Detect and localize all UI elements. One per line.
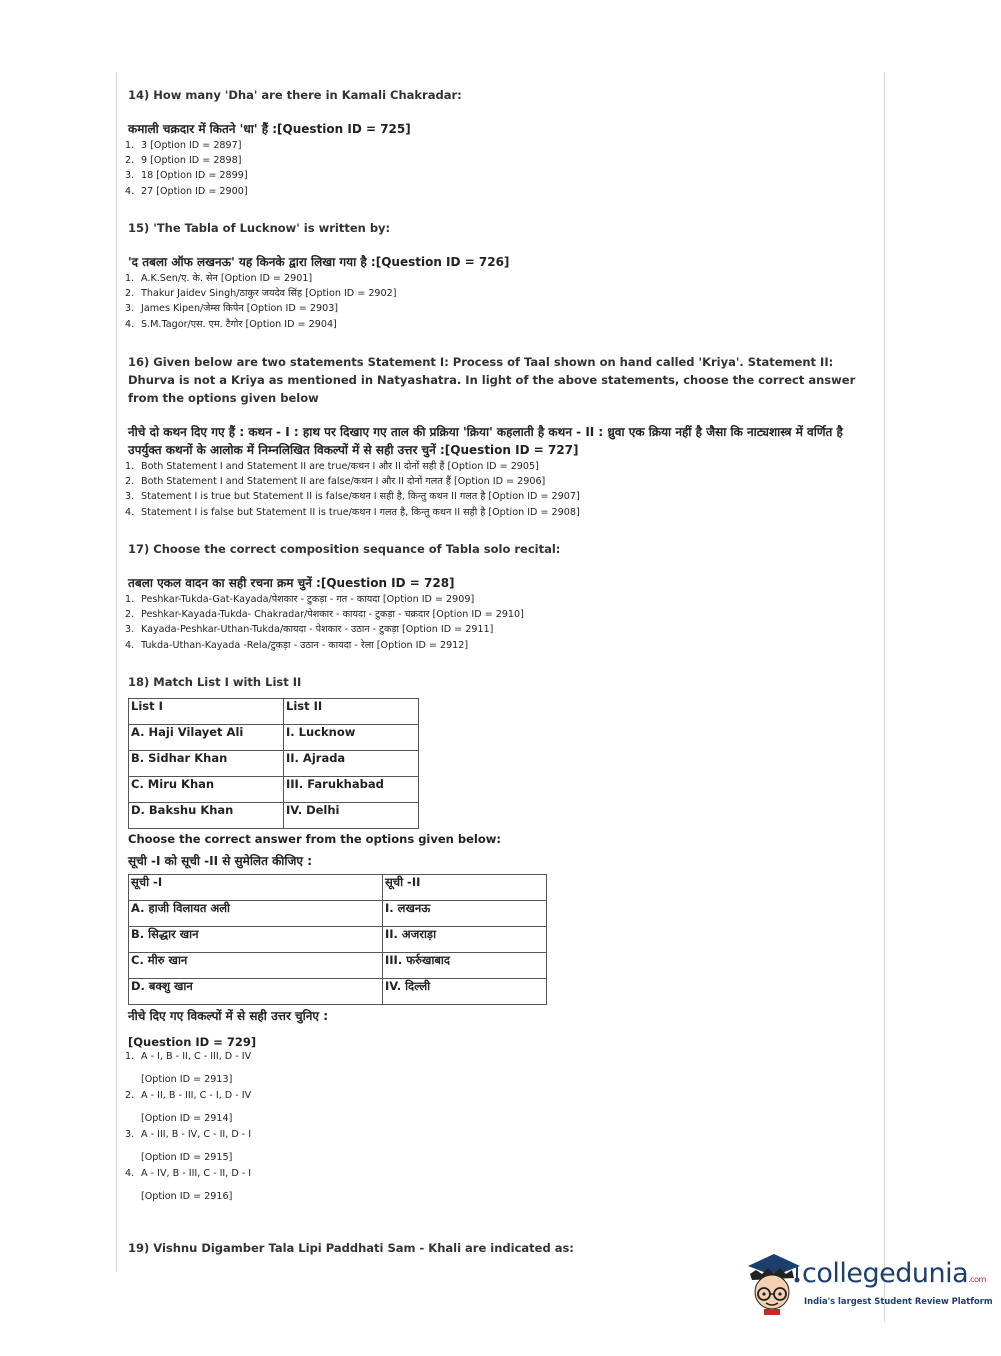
question-title: 18) Match List I with List II bbox=[128, 675, 302, 689]
option-item: 3. 18 [Option ID = 2899] bbox=[125, 170, 248, 182]
table-row: A. Haji Vilayet Ali I. Lucknow bbox=[129, 725, 419, 751]
option-item: 1. A - I, B - II, C - III, D - IV [Option ID = 2913] bbox=[125, 1051, 252, 1085]
graduate-mascot-icon bbox=[742, 1252, 804, 1316]
option-item: 4. Statement I is false but Statement II is true/कथन I गलत है, किन्तु कथन II सही है [Option ID = 2908] bbox=[125, 506, 580, 518]
option-item: 3. James Kipen/जेम्स किपेन [Option ID = 2903] bbox=[125, 303, 339, 315]
question-title: 16) Given below are two statements Statement I: Process of Taal shown on hand called 'Kriya'. Statement II: Dhurva is not a Kriya as mentioned in Natyashatra. In light of the above statements, choose the correct answer from the options given below bbox=[128, 355, 856, 405]
option-item: 2. Thakur Jaidev Singh/ठाकुर जयदेव सिंह [Option ID = 2902] bbox=[125, 288, 397, 300]
logo-wordmark: collegedunia.com bbox=[802, 1258, 986, 1289]
exam-page bbox=[116, 0, 884, 1356]
option-item: 4. A - IV, B - III, C - II, D - I [Option ID = 2916] bbox=[125, 1168, 252, 1202]
question-19 bbox=[128, 1239, 574, 1257]
question-hindi: 'द तबला ऑफ लखनऊ' यह किनके द्वारा लिखा गया है :[Question ID = 726] bbox=[128, 255, 510, 269]
option-item: 1. 3 [Option ID = 2897] bbox=[125, 140, 242, 151]
options-list bbox=[125, 592, 560, 653]
choose-instruction: Choose the correct answer from the options given below: bbox=[128, 832, 501, 846]
question-15 bbox=[125, 219, 510, 332]
option-item: 1. Peshkar-Tukda-Gat-Kayada/पेशकार - टुकड़ा - गत - कायदा [Option ID = 2909] bbox=[125, 594, 475, 605]
table-row: C. Miru Khan III. Farukhabad bbox=[129, 777, 419, 803]
table-row: D. बक्शु खान IV. दिल्ली bbox=[129, 979, 547, 1005]
question-title: 19) Vishnu Digamber Tala Lipi Paddhati Sam - Khali are indicated as: bbox=[128, 1241, 574, 1255]
question-16 bbox=[125, 353, 876, 520]
option-item: 1. A.K.Sen/ए. के. सेन [Option ID = 2901] bbox=[125, 273, 313, 284]
table-row: D. Bakshu Khan IV. Delhi bbox=[129, 803, 419, 829]
option-item: 2. 9 [Option ID = 2898] bbox=[125, 155, 242, 167]
options-list bbox=[125, 1049, 547, 1205]
table-row: C. मीरु खान III. फर्रुखाबाद bbox=[129, 953, 547, 979]
option-item: 2. A - II, B - III, C - I, D - IV [Option ID = 2914] bbox=[125, 1090, 252, 1124]
page-right-border bbox=[884, 72, 885, 1322]
match-table-english bbox=[128, 698, 419, 829]
question-hindi: तबला एकल वादन का सही रचना क्रम चुनें :[Question ID = 728] bbox=[128, 576, 455, 590]
match-instruction-hindi: सूची -I को सूची -II से सुमेलित कीजिए : bbox=[128, 854, 313, 868]
question-title: 17) Choose the correct composition sequance of Tabla solo recital: bbox=[128, 542, 561, 556]
option-item: 4. S.M.Tagor/एस. एम. टैगोर [Option ID = 2904] bbox=[125, 318, 337, 330]
option-item: 2. Both Statement I and Statement II are false/कथन I और II दोनों गलत हैं [Option ID = 2906] bbox=[125, 476, 546, 488]
match-table-hindi bbox=[128, 874, 547, 1005]
option-item: 3. A - III, B - IV, C - II, D - I [Option ID = 2915] bbox=[125, 1129, 252, 1163]
options-list bbox=[125, 271, 509, 332]
table-row: B. Sidhar Khan II. Ajrada bbox=[129, 751, 419, 777]
table-row: A. हाजी विलायत अली I. लखनऊ bbox=[129, 901, 547, 927]
question-title: 14) How many 'Dha' are there in Kamali Chakradar: bbox=[128, 88, 462, 102]
question-17 bbox=[125, 540, 561, 653]
question-hindi: नीचे दो कथन दिए गए हैं : कथन - I : हाथ पर दिखाए गए ताल की प्रक्रिया 'क्रिया' कहलाती है कथन - II : ध्रुवा एक क्रिया नहीं है जैसा कि नाट्यशास्त्र में वर्णित है उपर्युक्त कथनों के आलोक में निम्नलिखित विकल्पों में से सही उत्तर चुनें :[Question ID = 727] bbox=[128, 425, 843, 457]
logo-tagline: India's largest Student Review Platform bbox=[804, 1296, 993, 1306]
option-item: 2. Peshkar-Kayada-Tukda- Chakradar/पेशकार - कायदा - टुकड़ा - चक्रदार [Option ID = 2910] bbox=[125, 609, 524, 621]
option-item: 4. 27 [Option ID = 2900] bbox=[125, 185, 248, 197]
option-item: 1. Both Statement I and Statement II are true/कथन I और II दोनों सही हैं [Option ID = 2905] bbox=[125, 461, 539, 472]
option-item: 4. Tukda-Uthan-Kayada -Rela/टुकड़ा - उठान - कायदा - रेला [Option ID = 2912] bbox=[125, 639, 469, 651]
question-18 bbox=[125, 673, 547, 1205]
options-list bbox=[125, 138, 462, 199]
table-row: B. सिद्धार खान II. अजराड़ा bbox=[129, 927, 547, 953]
choose-instruction-hindi: नीचे दिए गए विकल्पों में से सही उत्तर चुनिए : bbox=[128, 1009, 329, 1023]
table-row: सूची -I सूची -II bbox=[129, 875, 547, 901]
option-item: 3. Kayada-Peshkar-Uthan-Tukda/कायदा - पेशकार - उठान - टुकड़ा [Option ID = 2911] bbox=[125, 624, 494, 636]
options-list bbox=[125, 459, 876, 520]
question-14 bbox=[125, 86, 462, 199]
collegedunia-logo bbox=[742, 1252, 993, 1316]
question-hindi: कमाली चक्रदार में कितने 'धा' हैं :[Question ID = 725] bbox=[128, 122, 411, 136]
question-id: [Question ID = 729] bbox=[128, 1035, 257, 1049]
question-title: 15) 'The Tabla of Lucknow' is written by: bbox=[128, 221, 391, 235]
table-row: List I List II bbox=[129, 699, 419, 725]
option-item: 3. Statement I is true but Statement II is false/कथन I सही है, किन्तु कथन II गलत है [Option ID = 2907] bbox=[125, 491, 580, 503]
